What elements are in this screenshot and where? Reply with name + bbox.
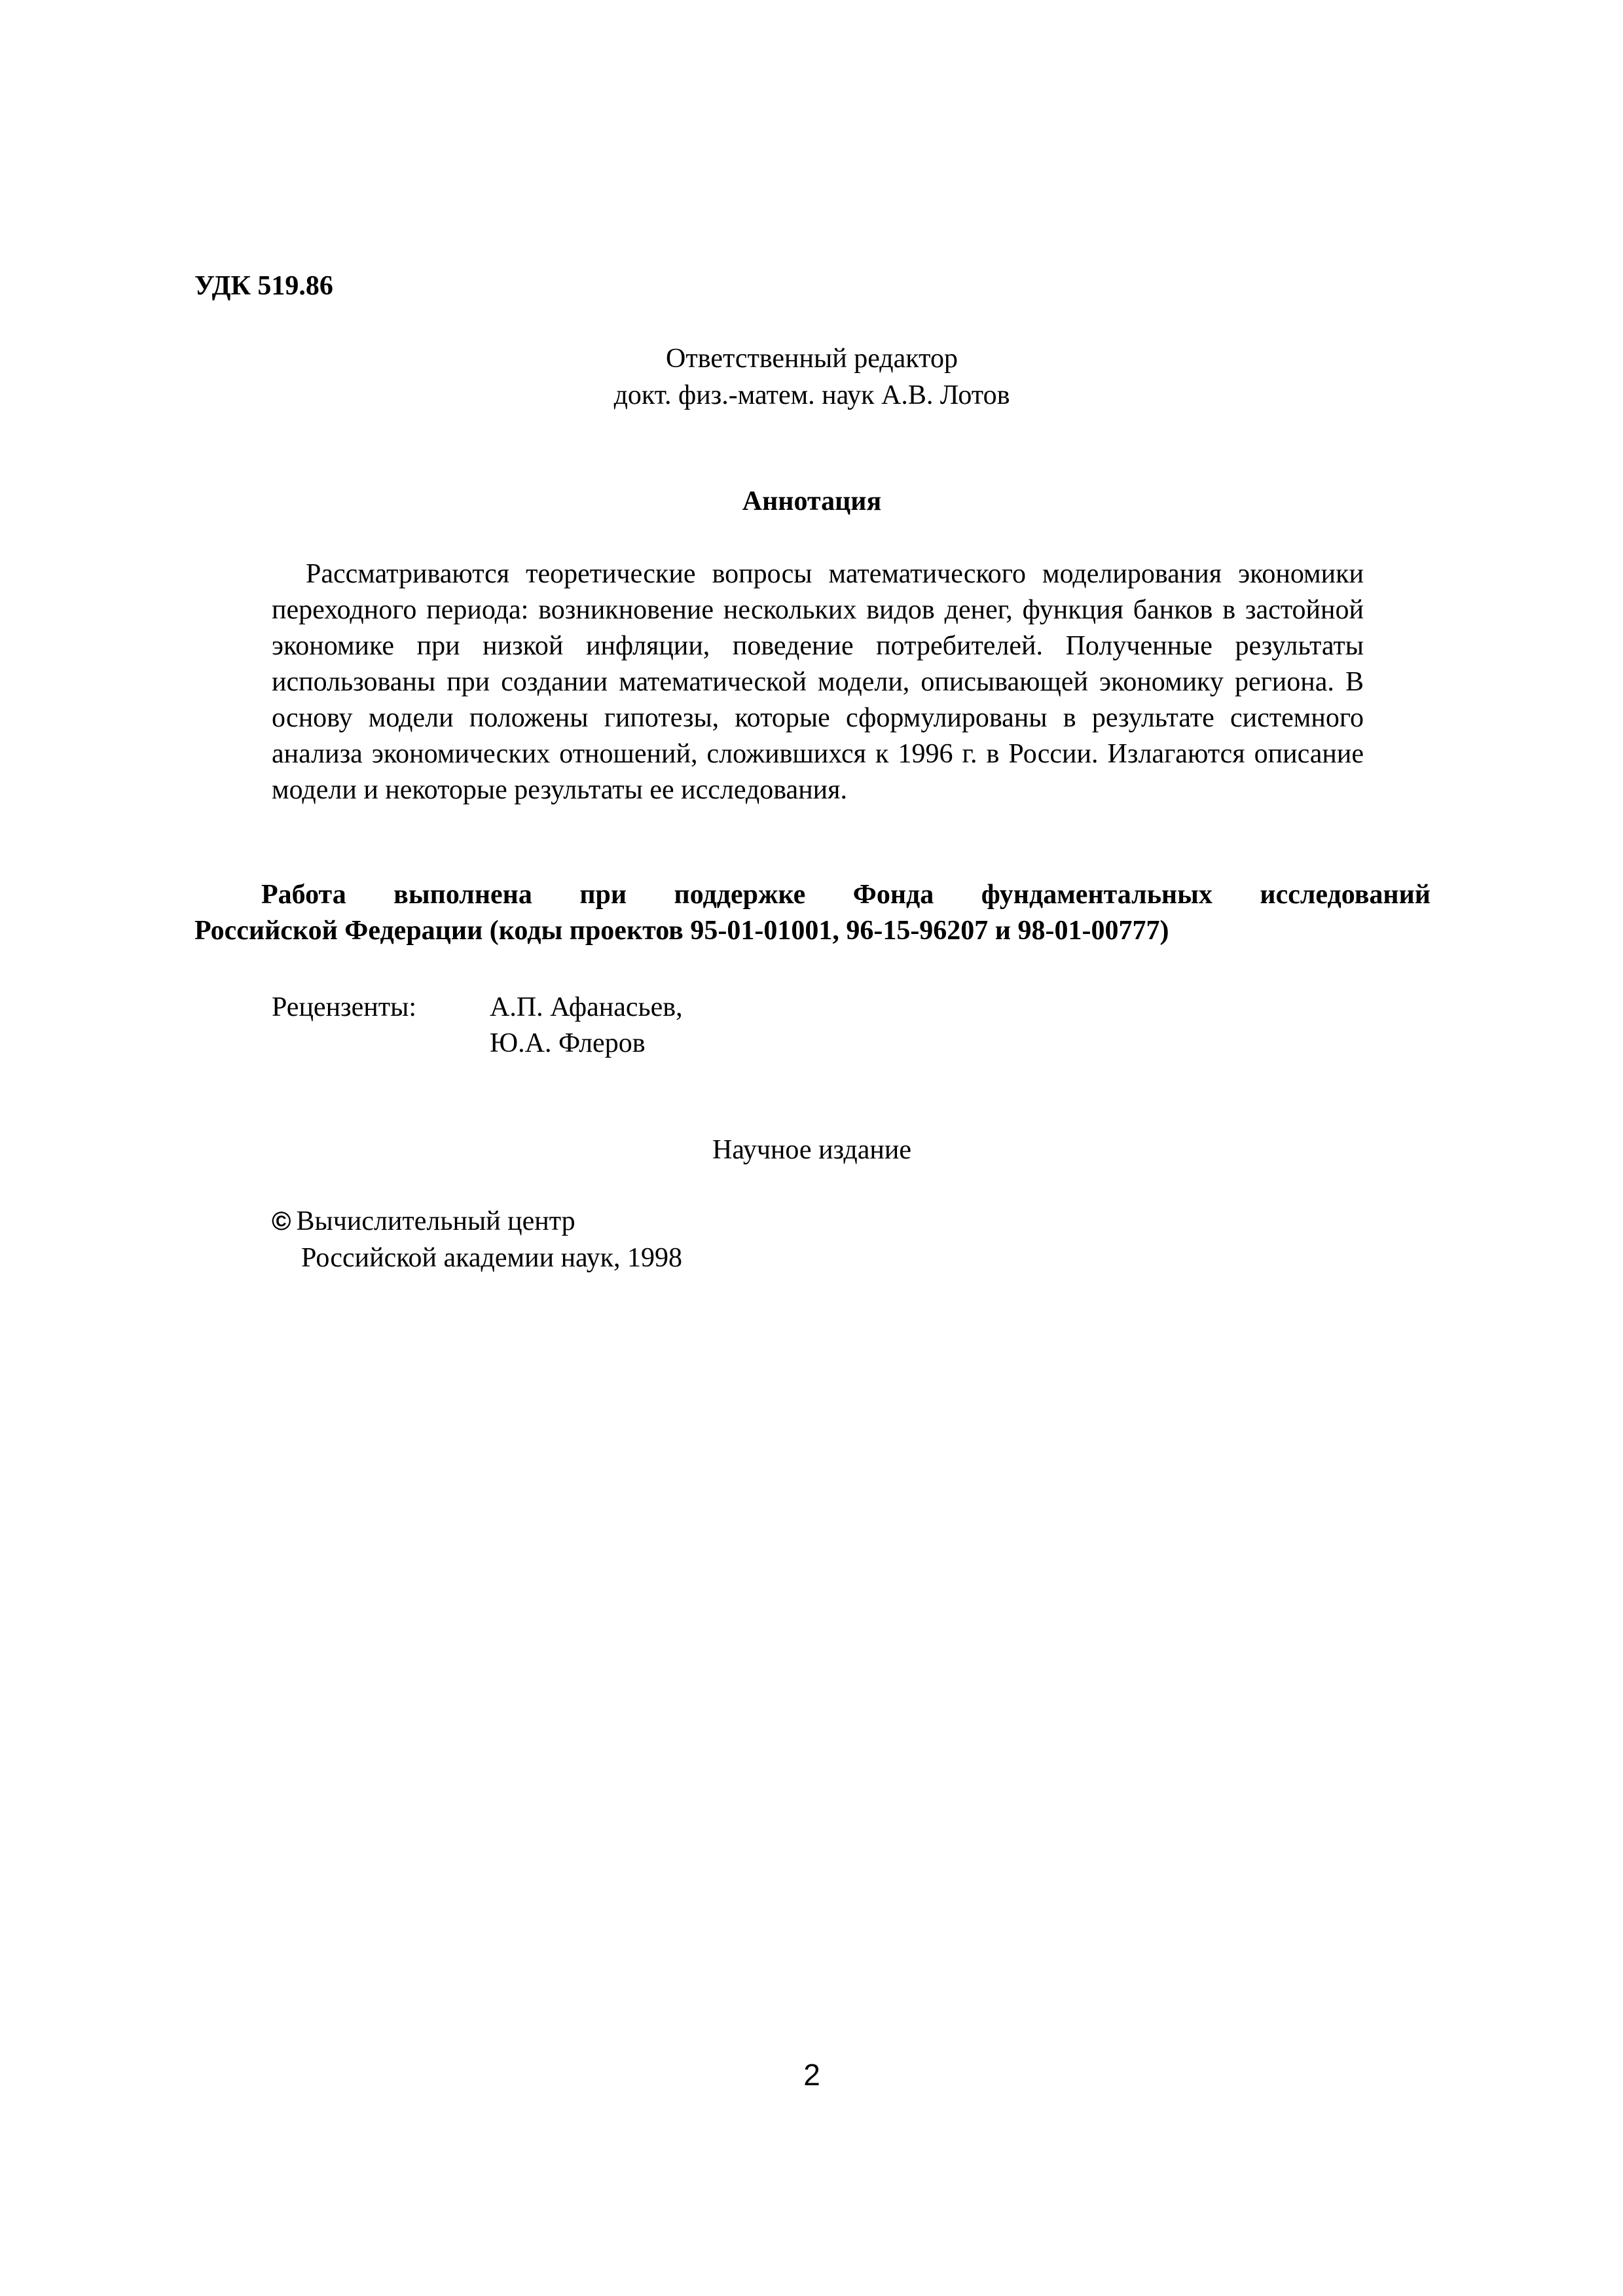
annotation-title: Аннотация <box>742 486 882 516</box>
reviewers-label: Рецензенты: <box>272 992 416 1022</box>
editor-name: докт. физ.-матем. наук А.В. Лотов <box>613 380 1010 410</box>
edition-type: Научное издание <box>712 1135 911 1165</box>
udk-code: УДК 519.86 <box>194 271 333 301</box>
reviewers-names <box>490 990 683 1062</box>
copyright-icon: © <box>272 1207 291 1236</box>
copyright-holder-org-year: Российской академии наук, 1998 <box>301 1243 682 1273</box>
responsible-editor <box>458 340 1165 414</box>
editor-role: Ответственный редактор <box>666 344 958 374</box>
funding-acknowledgement <box>194 877 1431 949</box>
funding-line-2: Российской Федерации (коды проектов 95-01-01001, 96-15-96207 и 98-01-00777) <box>194 916 1169 946</box>
copyright-holder: Вычислительный центр <box>296 1206 575 1236</box>
reviewer-name: Ю.А. Флеров <box>490 1028 646 1058</box>
copyright-notice <box>272 1203 682 1276</box>
reviewer-name: А.П. Афанасьев, <box>490 992 683 1022</box>
page-number: 2 <box>803 2058 820 2092</box>
annotation-text: Рассматриваются теоретические вопросы математического моделирования экономики переходного периода: возникновение нескольких видов денег, функция банков в застойной экономике при низкой инфляции, поведение потребителей. Полученные результаты использованы при создании математической модели, описывающей экономику региона. В основу модели положены гипотезы, которые сформулированы в результате системного анализа экономических отношений, сложившихся к 1996 г. в России. Излагаются описание модели и некоторые результаты ее исследования. <box>272 559 1364 805</box>
funding-line-1: Работа выполнена при поддержке Фонда фундаментальных исследований <box>261 880 1431 910</box>
